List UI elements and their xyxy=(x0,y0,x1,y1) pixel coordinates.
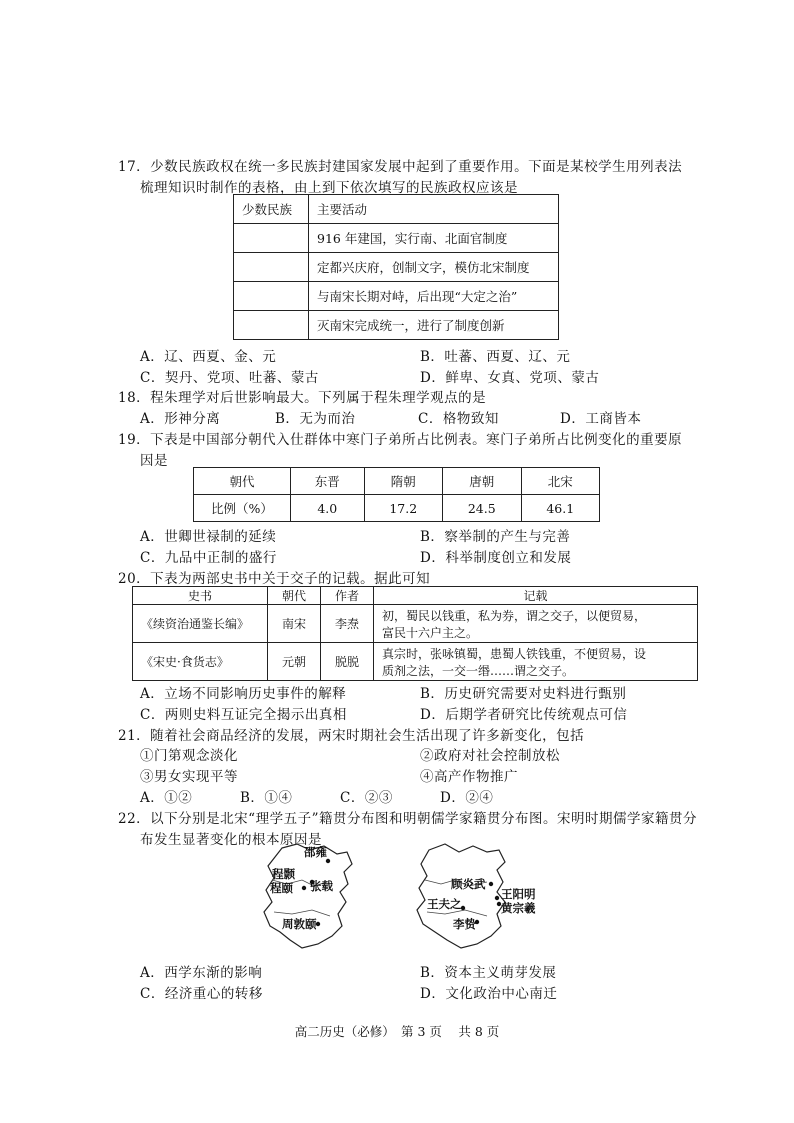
table-cell: 《续资治通鉴长编》 xyxy=(133,605,268,643)
table-header-cell: 记载 xyxy=(374,587,698,605)
q20-option-a[interactable]: A．立场不同影响历史事件的解释 xyxy=(140,686,347,702)
q21-option-d[interactable]: D．②④ xyxy=(440,790,494,806)
q21-option-c[interactable]: C．②③ xyxy=(340,790,393,806)
table-cell: 4.0 xyxy=(291,495,365,522)
table-header-cell: 史书 xyxy=(133,587,268,605)
song-scholars-map xyxy=(252,840,362,955)
table-cell: 比例（%） xyxy=(194,495,291,522)
q22-stem-line2: 布发生显著变化的根本原因是 xyxy=(140,832,322,848)
map-label: 黄宗羲 xyxy=(501,901,536,915)
q18-option-b[interactable]: B．无为而治 xyxy=(275,411,356,427)
q17-option-a[interactable]: A．辽、西夏、金、元 xyxy=(140,349,277,365)
q17-option-c[interactable]: C．契丹、党项、吐蕃、蒙古 xyxy=(140,370,319,386)
table-cell xyxy=(374,605,698,643)
ming-scholars-map xyxy=(407,840,536,955)
q19-stem-line2: 因是 xyxy=(140,453,168,469)
q21-item: ④高产作物推广 xyxy=(420,769,518,785)
table-cell: 元朝 xyxy=(268,643,321,681)
q21-option-a[interactable]: A．①② xyxy=(140,790,193,806)
table-row xyxy=(234,311,559,340)
q21-option-b[interactable]: B．①④ xyxy=(240,790,293,806)
q17-stem-line1: 17．少数民族政权在统一多民族封建国家发展中起到了重要作用。下面是某校学生用列表法 xyxy=(118,159,683,175)
table-header-cell: 作者 xyxy=(321,587,374,605)
table-cell: 脱脱 xyxy=(321,643,374,681)
q20-stem: 20．下表为两部史书中关于交子的记载。据此可知 xyxy=(118,571,431,587)
map-label: 程颢 xyxy=(272,867,295,881)
table-row xyxy=(133,643,698,681)
q22-option-a[interactable]: A．西学东渐的影响 xyxy=(140,965,263,981)
q22-stem-line1: 22．以下分别是北宋“理学五子”籍贯分布图和明朝儒学家籍贯分布图。宋明时期儒学家籍贯分 xyxy=(118,811,697,827)
table-cell: 46.1 xyxy=(521,495,600,522)
table-cell: 定都兴庆府，创制文字，模仿北宋制度 xyxy=(309,253,559,282)
q21-item: ②政府对社会控制放松 xyxy=(420,748,560,764)
table-cell: 17.2 xyxy=(364,495,442,522)
q18-option-d[interactable]: D．工商皆本 xyxy=(560,411,642,427)
table-header-row xyxy=(194,468,600,495)
record-line: 质剂之法，一交一缗……谓之交子。 xyxy=(382,663,575,678)
q19-stem-line1: 19．下表是中国部分朝代入仕群体中寒门子弟所占比例表。寒门子弟所占比例变化的重要原 xyxy=(118,432,683,448)
page-footer: 高二历史（必修） 第 3 页 共 8 页 xyxy=(294,1024,500,1039)
blank-cell xyxy=(234,224,309,253)
table-row xyxy=(234,282,559,311)
table-row xyxy=(234,253,559,282)
table-row xyxy=(234,224,559,253)
q17-table xyxy=(233,194,559,340)
q20-option-b[interactable]: B．历史研究需要对史料进行甄别 xyxy=(420,686,627,702)
table-header-cell: 少数民族 xyxy=(234,195,309,224)
record-line: 富民十六户主之。 xyxy=(382,625,479,640)
blank-cell xyxy=(234,311,309,340)
q19-option-c[interactable]: C．九品中正制的盛行 xyxy=(140,550,277,566)
table-header-cell: 朝代 xyxy=(194,468,291,495)
table-header-row xyxy=(133,587,698,605)
map-label: 邵雍 xyxy=(304,845,327,859)
table-row xyxy=(194,495,600,522)
table-cell xyxy=(374,643,698,681)
q19-table xyxy=(193,467,600,522)
q21-item: ①门第观念淡化 xyxy=(140,748,238,764)
q17-stem-line2: 梳理知识时制作的表格，由上到下依次填写的民族政权应该是 xyxy=(140,180,518,196)
map-label: 顾炎武 xyxy=(451,877,486,891)
q17-option-d[interactable]: D．鲜卑、女真、党项、蒙古 xyxy=(420,370,600,386)
table-cell: 916 年建国，实行南、北面官制度 xyxy=(309,224,559,253)
table-cell: 《宋史·食货志》 xyxy=(133,643,268,681)
q22-option-b[interactable]: B．资本主义萌芽发展 xyxy=(420,965,557,981)
blank-cell xyxy=(234,253,309,282)
q19-option-d[interactable]: D．科举制度创立和发展 xyxy=(420,550,572,566)
q19-option-b[interactable]: B．察举制的产生与完善 xyxy=(420,529,571,545)
table-header-row xyxy=(234,195,559,224)
map-label: 张载 xyxy=(310,879,333,893)
q21-item: ③男女实现平等 xyxy=(140,769,238,785)
table-header-cell: 主要活动 xyxy=(309,195,559,224)
q21-stem: 21．随着社会商品经济的发展，两宋时期社会生活出现了许多新变化，包括 xyxy=(118,728,585,744)
q18-stem: 18．程朱理学对后世影响最大。下列属于程朱理学观点的是 xyxy=(118,390,487,406)
blank-cell xyxy=(234,282,309,311)
map-label: 王阳明 xyxy=(501,887,536,901)
table-cell: 灭南宋完成统一，进行了制度创新 xyxy=(309,311,559,340)
q18-option-a[interactable]: A．形神分离 xyxy=(140,411,221,427)
q20-option-d[interactable]: D．后期学者研究比传统观点可信 xyxy=(420,707,628,723)
map-label: 周敦颐 xyxy=(282,917,317,931)
q20-option-c[interactable]: C．两则史料互证完全揭示出真相 xyxy=(140,707,347,723)
q22-option-d[interactable]: D．文化政治中心南迁 xyxy=(420,986,558,1002)
table-row xyxy=(133,605,698,643)
table-cell: 南宋 xyxy=(268,605,321,643)
q19-option-a[interactable]: A．世卿世禄制的延续 xyxy=(140,529,277,545)
map-label: 程颐 xyxy=(270,881,293,895)
q17-option-b[interactable]: B．吐蕃、西夏、辽、元 xyxy=(420,349,571,365)
table-cell: 24.5 xyxy=(443,495,521,522)
q20-table xyxy=(132,586,698,681)
map-label: 李贽 xyxy=(453,917,476,931)
table-header-cell: 朝代 xyxy=(268,587,321,605)
table-cell: 李焘 xyxy=(321,605,374,643)
table-header-cell: 唐朝 xyxy=(443,468,521,495)
table-cell: 与南宋长期对峙，后出现“大定之治” xyxy=(309,282,559,311)
q18-option-c[interactable]: C．格物致知 xyxy=(418,411,499,427)
record-line: 初，蜀民以钱重，私为券，谓之交子，以便贸易， xyxy=(382,608,647,623)
q22-option-c[interactable]: C．经济重心的转移 xyxy=(140,986,263,1002)
table-header-cell: 东晋 xyxy=(291,468,365,495)
map-label: 王夫之 xyxy=(427,897,462,911)
record-line: 真宗时，张咏镇蜀，患蜀人铁钱重，不便贸易，设 xyxy=(382,646,647,661)
table-header-cell: 北宋 xyxy=(521,468,600,495)
table-header-cell: 隋朝 xyxy=(364,468,442,495)
